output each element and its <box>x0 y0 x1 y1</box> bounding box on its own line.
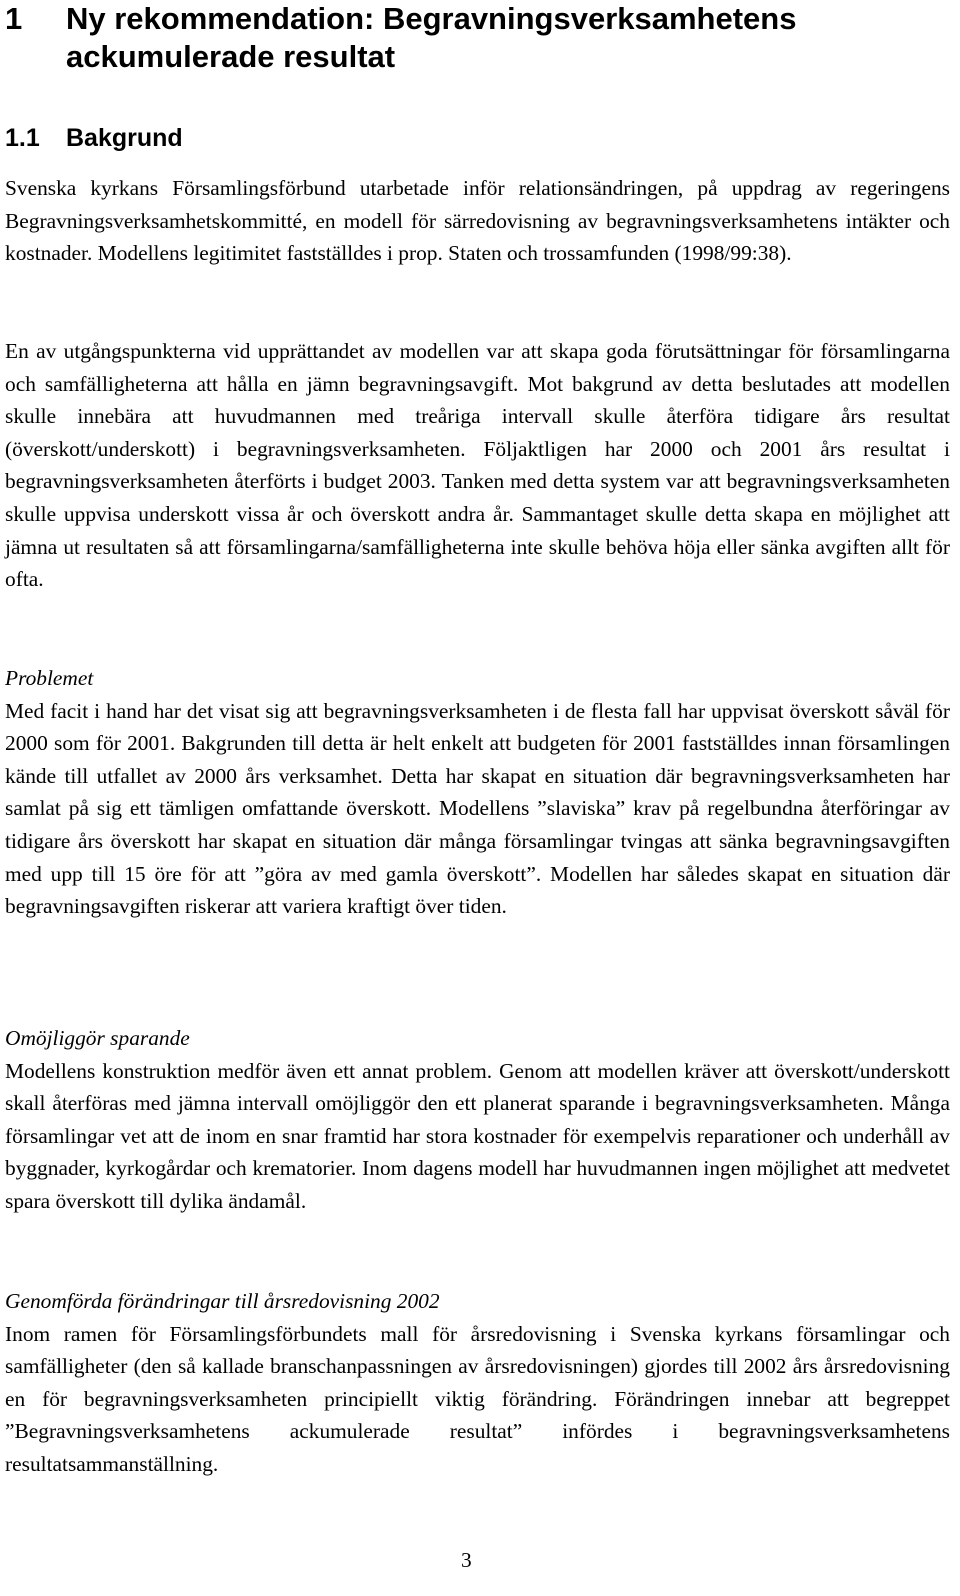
problem-section <box>5 662 950 923</box>
section-title: Bakgrund <box>66 124 183 152</box>
starting-point-paragraph <box>5 335 950 596</box>
changes-section <box>5 1285 950 1481</box>
chapter-heading <box>5 0 950 76</box>
problem-heading: Problemet <box>5 666 94 690</box>
savings-text: Modellens konstruktion medför även ett annat problem. Genom att modellen kräver att överskott/underskott skall återföras med jämna intervall omöjliggör den ett planerat sparande i begravningsverksamheten. Många församlingar vet att de inom en snar framtid har stora kostnader för exempelvis reparationer och underhåll av byggnader, kyrkogårdar och krematorier. Inom dagens modell har huvudmannen ingen möjlighet att medvetet spara överskott till dylika ändamål. <box>5 1058 950 1213</box>
chapter-number: 1 <box>5 1 23 36</box>
starting-point-text: En av utgångspunkterna vid upprättandet av modellen var att skapa goda förutsättningar för församlingarna och samfälligheterna att hålla en jämn begravningsavgift. Mot bakgrund av detta beslutades att modellen skulle innebära att huvudmannen med treåriga intervall skulle återföra tidigare års resultat (överskott/underskott) i begravningsverksamheten. Följaktligen har 2000 och 2001 års resultat i begravningsverksamheten återförts i budget 2003. Tanken med detta system var att begravningsverksamheten skulle uppvisa underskott vissa år och överskott andra år. Sammantaget skulle detta skapa en möjlighet att jämna ut resultaten så att församlingarna/samfälligheterna inte skulle behöva höja eller sänka avgiften allt för ofta. <box>5 339 950 592</box>
section-number: 1.1 <box>5 124 40 152</box>
changes-text: Inom ramen för Församlingsförbundets mall för årsredovisning i Svenska kyrkans församlingar och samfälligheter (den så kallade branschanpassningen av årsredovisningen) gjordes till 2002 års årsredovisning en för begravningsverksamheten principiellt viktig förändring. Förändringen innebar att begreppet ”Begravningsverksamhetens ackumulerade resultat” infördes i begravningsverksamhetens resultatsammanställning. <box>5 1321 950 1476</box>
section-heading <box>5 122 183 154</box>
intro-text: Svenska kyrkans Församlingsförbund utarbetade inför relationsändringen, på uppdrag av regeringens Begravningsverksamhetskommitté, en modell för särredovisning av begravningsverksamhetens intäkter och kostnader. Modellens legitimitet fastställdes i prop. Staten och trossamfunden (1998/99:38). <box>5 176 950 266</box>
problem-text: Med facit i hand har det visat sig att begravningsverksamheten i de flesta fall har uppvisat överskott såväl för 2000 som för 2001. Bakgrunden till detta är helt enkelt att budgeten för 2001 fastställdes innan församlingen kände till utfallet av 2000 års verksamhet. Detta har skapat en situation där begravningsverksamheten har samlat på sig ett tämligen omfattande överskott. Modellens ”slaviska” krav på regelbundna återföringar av tidigare års överskott har skapat en situation där många församlingar tvingas att sänka begravningsavgiften med upp till 15 öre för att ”göra av med gamla överskott”. Modellen har således skapat en situation där begravningsavgiften riskerar att variera kraftigt över tiden. <box>5 698 950 919</box>
chapter-title: Ny rekommendation: Begravningsverksamhetens ackumulerade resultat <box>66 1 797 74</box>
page-number: 3 <box>461 1548 472 1572</box>
savings-section <box>5 1022 950 1218</box>
intro-paragraph <box>5 172 950 270</box>
savings-heading: Omöjliggör sparande <box>5 1026 190 1050</box>
changes-heading: Genomförda förändringar till årsredovisning 2002 <box>5 1289 440 1313</box>
